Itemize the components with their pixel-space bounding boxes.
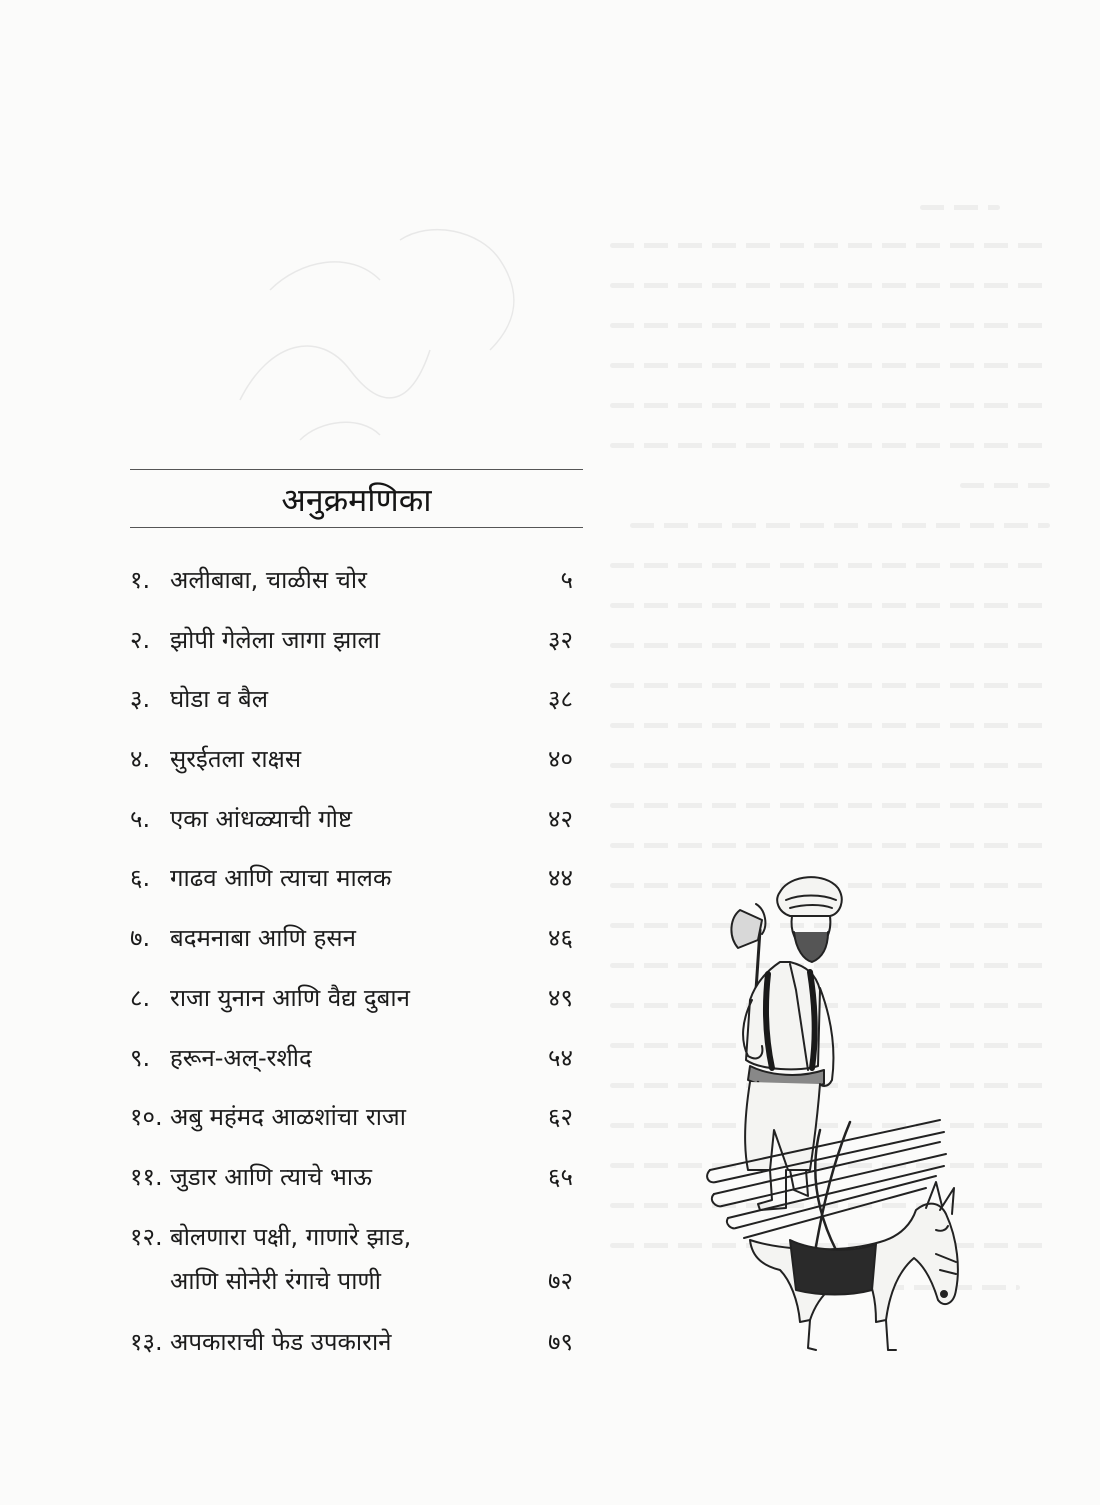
toc-entry-10[interactable] [130,1085,583,1145]
toc-list [130,548,583,1369]
toc-entry-8[interactable] [130,966,583,1026]
entry-title: जुडार आणि त्याचे भाऊ [170,1162,372,1191]
entry-page: ४२ [548,804,573,833]
entry-title: हरून-अल्-रशीद [170,1043,312,1072]
entry-title: राजा युनान आणि वैद्य दुबान [170,983,410,1012]
entry-number: ६. [130,864,151,893]
entry-page: ५ [560,566,573,594]
entry-page: ५४ [548,1043,573,1072]
toc-entry-2[interactable] [130,608,583,668]
entry-title: गाढव आणि त्याचा मालक [170,864,392,893]
entry-page: ३८ [548,685,573,714]
entry-page: ७२ [548,1266,573,1295]
toc-entry-9[interactable] [130,1026,583,1086]
entry-number: ४. [130,745,151,774]
entry-page: ४४ [548,864,573,893]
toc-entry-4[interactable] [130,727,583,787]
entry-number: १२. [130,1222,163,1251]
toc-entry-5[interactable] [130,787,583,847]
entry-page: ७९ [548,1327,573,1356]
toc-entry-3[interactable] [130,667,583,727]
entry-page: ४६ [548,924,573,953]
entry-title: घोडा व बैल [170,685,269,714]
entry-page: ४९ [548,983,573,1012]
entry-page: ६५ [548,1162,573,1191]
faint-sketch-show-through [180,180,600,480]
entry-page: ३२ [548,625,573,654]
entry-page: ६२ [548,1103,573,1132]
entry-number: ३. [130,685,151,714]
entry-number: ५. [130,804,151,833]
toc-entry-13[interactable] [130,1310,583,1370]
toc-heading: अनुक्रमणिका [281,481,432,519]
man-with-axe-leading-donkey-carrying-firewood-illustration [640,870,970,1360]
toc-entry-7[interactable] [130,906,583,966]
entry-number: १०. [130,1103,163,1132]
entry-title: अपकाराची फेड उपकाराने [170,1327,392,1356]
entry-title: झोपी गेलेला जागा झाला [170,625,380,654]
entry-page: ४० [548,745,573,774]
entry-title: अलीबाबा, चाळीस चोर [170,566,367,594]
entry-title-continued: आणि सोनेरी रंगाचे पाणी [170,1266,381,1295]
entry-title: बदमनाबा आणि हसन [170,924,356,953]
toc-entry-6[interactable] [130,846,583,906]
entry-number: १. [130,566,151,594]
toc-entry-12[interactable] [130,1205,583,1310]
entry-number: ८. [130,983,151,1012]
entry-title: बोलणारा पक्षी, गाणारे झाड, [170,1222,412,1251]
toc-entry-11[interactable] [130,1145,583,1205]
toc-bottom-rule [130,527,583,528]
entry-number: ९. [130,1043,151,1072]
entry-number: ११. [130,1162,163,1191]
entry-title: सुरईतला राक्षस [170,745,302,774]
entry-number: ७. [130,924,151,953]
toc-top-rule [130,469,583,470]
entry-number: २. [130,625,151,654]
entry-title: अबु महंमद आळशांचा राजा [170,1103,406,1132]
toc-entry-1[interactable] [130,548,583,608]
entry-title: एका आंधळ्याची गोष्ट [170,804,352,833]
entry-number: १३. [130,1327,163,1356]
